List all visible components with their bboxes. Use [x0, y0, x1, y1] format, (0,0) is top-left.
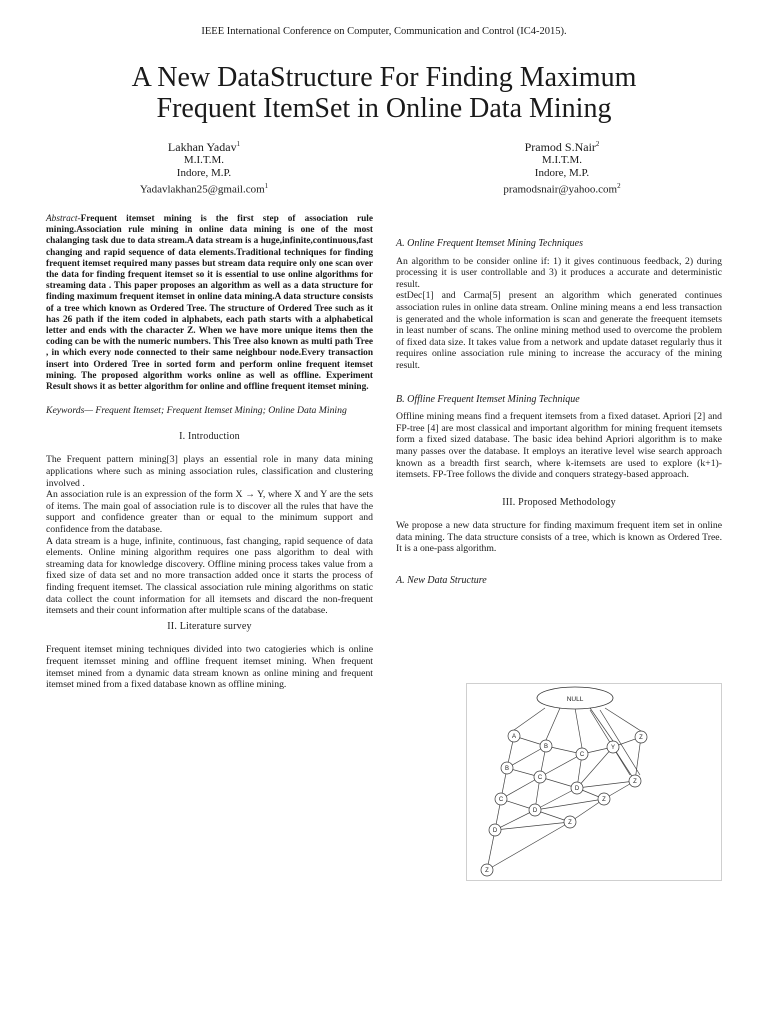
tree-edge	[501, 777, 540, 799]
title-line-2: Frequent ItemSet in Online Data Mining	[156, 93, 612, 124]
title-line-1: A New DataStructure For Finding Maximum	[131, 62, 637, 93]
tree-node-label: B	[504, 766, 510, 773]
paragraph: We propose a new data structure for finding maximum frequent item set in online data mining. The data structure consists of a tree, which is known as Ordered Tree. It is a one-pass algorithm.	[396, 520, 722, 555]
tree-edge	[507, 744, 549, 768]
left-column	[46, 214, 373, 691]
paragraph: The Frequent pattern mining[3] plays an essential role in many data mining applications where such as mining association rules, classification and clustering involved .	[46, 454, 373, 489]
tree-edge	[540, 754, 582, 777]
author-name: Lakhan Yadav	[167, 140, 237, 154]
tree-node-label: B	[543, 744, 549, 751]
paragraph: An association rule is an expression of the form X → Y, where X and Y are the sets of items. The main goal of association rule is to discover all the rules that have the support and confidence greater than or equal to the minimum support and confidence from the database.	[46, 489, 373, 535]
author-institution: M.I.T.M.	[541, 154, 583, 166]
section-heading-introduction: I. Introduction	[179, 430, 240, 442]
author-block-1: Lakhan Yadav$^1$ M.I.T.M. Indore, M.P. Yadavlakhan25@gmail.com$^1$	[74, 138, 334, 197]
abstract-text: Frequent itemset mining is the first step of association rule mining.Association rule mining in online data mining is one of the most chalanging task due to data stream.A data stream is a huge,infinite,continuous,fast changing and rapid sequence of data elements.Traditional techniques for finding frequent itemset required many passes but stream data require only one scan over the data for finding frequent itemset so it is essential to use online algorithms for streaming data . This paper proposes an algorithm as well as a data structure for finding maximum frequent itemset in online data mining.A data structure consists of a tree which known as Ordered Tree. The structure of Ordered Tree such as it has 26 path if the item coded in alphabets, each path starts with a alphabetical letter and ends with the character Z. When we have more unique items then the coding can be with the numeric numbers. This Tree also known as multi path Tree , in which every node connected to their same neighbour node.Every transaction insert into Ordered Tree in sorted form and perform online frequent itemset mining. The proposed algorithm works online as well as offline. Experiment Result shows it as better algorithm for online and offline frequent itemset mining.	[46, 214, 373, 393]
author-location: Indore, M.P.	[176, 167, 232, 179]
tree-node-label: Z	[602, 797, 606, 804]
tree-node-label: Y	[610, 745, 616, 752]
paragraph: estDec[1] and Carma[5] present an algorithm which generated continues association rules in online data stream. Online mining means a end less transaction is generated and the whole information is scan and generate the freequent itemsets in least number of scans. The online mining method used to overcome the problem of fixed data size. It takes value from a network and update dataset regularly thus it requires online association rule mining to increase the accuracy of the mining result.	[396, 290, 722, 371]
tree-node-label: A	[511, 734, 517, 741]
tree-edge	[600, 710, 640, 775]
tree-edge	[546, 708, 560, 740]
author-name: Pramod S.Nair	[524, 140, 596, 154]
tree-node-label: C	[579, 752, 585, 759]
conference-header: IEEE International Conference on Computer, Communication and Control (IC4-2015).	[201, 26, 567, 37]
paragraph: A data stream is a huge, infinite, continuous, fast changing, rapid sequence of data elements. Online mining algorithm requires one pass algorithm to deal with streaming data for knowledge discovery. Offline mining process takes value from a fixed size of data set and no more transaction added once it starts the process of finding frequent itemset. The classical association rule mining algorithms on static data collect the count information for all itemsets and discard the non-frequent itemsets and their count information after multiple scans of the database.	[46, 535, 373, 617]
subsection-heading-new-data-structure: A. New Data Structure	[396, 575, 487, 587]
tree-edge	[577, 781, 635, 788]
abstract-label: Abstract-	[46, 214, 81, 224]
tree-node-label: Z	[639, 735, 643, 742]
tree-edge	[635, 737, 641, 781]
subsection-heading-online: A. Online Frequent Itemset Mining Techniques	[396, 238, 584, 249]
tree-node-label: D	[532, 808, 538, 815]
subsection-heading-offline: B. Offline Frequent Itemset Mining Technique	[396, 393, 580, 405]
paper-title	[30, 62, 738, 124]
tree-edge	[575, 708, 582, 748]
tree-node-label: Z	[485, 868, 489, 875]
ordered-tree-diagram	[467, 684, 721, 880]
section-heading-proposed-methodology: III. Proposed Methodology	[502, 496, 616, 508]
author-block-2: Pramod S.Nair$^2$ M.I.T.M. Indore, M.P. pramodsnair@yahoo.com$^2$	[432, 138, 692, 197]
ordered-tree-figure	[466, 683, 722, 881]
author-institution: M.I.T.M.	[183, 154, 225, 166]
author-location: Indore, M.P.	[534, 167, 590, 179]
abstract	[46, 214, 373, 393]
author-email: Yadavlakhan25@gmail.com	[139, 183, 265, 196]
right-column	[396, 226, 722, 593]
paragraph: Frequent itemset mining techniques divided into two catogieries which is online frequent itemsset mining and offline frequent itemset mining. When frequent itemset mined from a dynamic data stream known as online mining and frequent itemset mined from a fixed database known as offline mining.	[46, 644, 373, 691]
tree-node-label: Z	[633, 779, 637, 786]
tree-edge	[514, 708, 545, 730]
tree-node-label: D	[574, 786, 580, 793]
keywords: Keywords— Frequent Itemset; Frequent Itemset Mining; Online Data Mining	[46, 405, 347, 417]
tree-node-label: Z	[568, 820, 572, 827]
tree-node-label: D	[492, 828, 498, 835]
tree-root-label: NULL	[566, 696, 584, 703]
tree-node-label: C	[537, 775, 543, 782]
tree-node-label: C	[498, 797, 504, 804]
tree-edge	[495, 810, 535, 830]
section-heading-literature-survey: II. Literature survey	[167, 620, 252, 632]
author-email: pramodsnair@yahoo.com	[503, 183, 618, 196]
paragraph: Offline mining means find a frequent itemsets from a fixed dataset. Apriori [2] and FP-tree [4] are most classical and important algorithm for mining frequent itemsets form a fixed sized database. The basic idea behind Apriori algorithm is to make many passes over the database. It employs an iterative level wise search approach known as a breadth first search, where k-itemsets are used to explore (k+1)-itemsets. FP-Tree follows the divide and conquers strategy-based approach.	[396, 411, 722, 481]
paragraph: An algorithm to be consider online if: 1) it gives continuous feedback, 2) during processing it is user controllable and 3) it produces a accurate and deterministic result.	[396, 255, 722, 290]
